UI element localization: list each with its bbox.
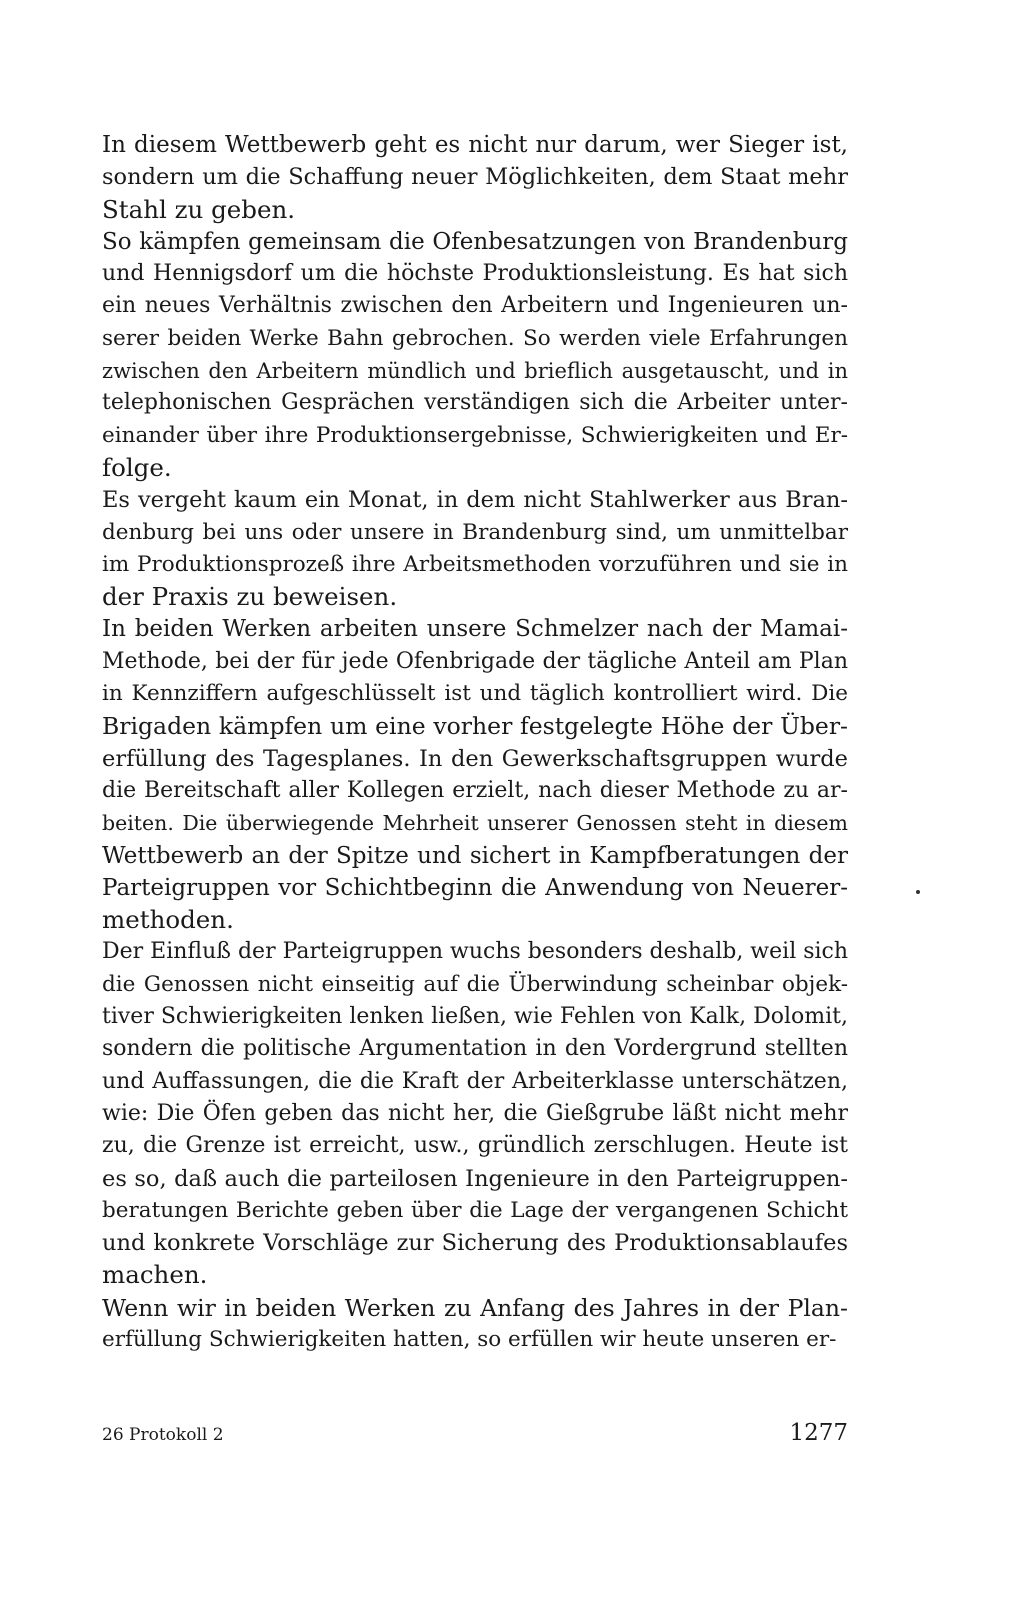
text-line: tiver Schwierigkeiten lenken ließen, wie Fehlen von Kalk, Dolomit, xyxy=(102,1004,849,1030)
text-line: wie: Die Öfen geben das nicht her, die Gießgrube läßt nicht mehr xyxy=(102,1100,848,1126)
text-line: erfüllung des Tagesplanes. In den Gewerkschaftsgruppen wurde xyxy=(102,745,848,772)
text-line: und konkrete Vorschläge zur Sicherung des Produktionsablaufes xyxy=(102,1230,848,1257)
text-line: zwischen den Arbeitern mündlich und brieflich ausgetauscht, und in xyxy=(102,359,848,384)
text-line: Der Einfluß der Parteigruppen wuchs besonders deshalb, weil sich xyxy=(102,939,849,965)
text-line: die Bereitschaft aller Kollegen erzielt, nach dieser Methode zu ar- xyxy=(102,777,848,803)
text-line: Parteigruppen vor Schichtbeginn die Anwendung von Neuerer- xyxy=(102,874,848,901)
text-line: In beiden Werken arbeiten unsere Schmelzer nach der Mamai- xyxy=(102,616,848,643)
text-line: serer beiden Werke Bahn gebrochen. So werden viele Erfahrungen xyxy=(102,325,848,351)
text-line: Brigaden kämpfen um eine vorher festgelegte Höhe der Über- xyxy=(102,712,848,741)
text-line: Wenn wir in beiden Werken zu Anfang des Jahres in der Plan- xyxy=(102,1293,848,1322)
text-line: im Produktionsprozeß ihre Arbeitsmethoden vorzuführen und sie in xyxy=(102,551,848,577)
text-line: einander über ihre Produktionsergebnisse, Schwierigkeiten und Er- xyxy=(102,422,848,448)
text-line: die Genossen nicht einseitig auf die Überwindung scheinbar objek- xyxy=(102,971,848,997)
text-line: erfüllung Schwierigkeiten hatten, so erfüllen wir heute unseren er- xyxy=(102,1326,837,1352)
text-line: methoden. xyxy=(102,905,234,935)
text-line: So kämpfen gemeinsam die Ofenbesatzungen von Brandenburg xyxy=(102,228,848,255)
body-text xyxy=(102,129,848,1356)
text-line: machen. xyxy=(102,1260,208,1290)
text-line: Stahl zu geben. xyxy=(102,194,296,224)
text-line: Es vergeht kaum ein Monat, in dem nicht Stahlwerker aus Bran- xyxy=(102,487,848,514)
text-line: es so, daß auch die parteilosen Ingenieure in den Parteigruppen- xyxy=(102,1165,848,1192)
text-line: in Kennziffern aufgeschlüsselt ist und täglich kontrolliert wird. Die xyxy=(102,681,848,707)
text-line: und Auffassungen, die die Kraft der Arbeiterklasse unterschätzen, xyxy=(102,1068,848,1094)
text-line: denburg bei uns oder unsere in Brandenburg sind, um unmittelbar xyxy=(102,519,848,545)
printer-signature: 26 Protokoll 2 xyxy=(102,1425,224,1445)
text-line: Wettbewerb an der Spitze und sichert in Kampfberatungen der xyxy=(102,842,848,869)
text-line: beiten. Die überwiegende Mehrheit unserer Genossen steht in diesem xyxy=(102,811,848,836)
text-line: beratungen Berichte geben über die Lage der vergangenen Schicht xyxy=(102,1197,848,1223)
text-line: zu, die Grenze ist erreicht, usw., gründlich zerschlugen. Heute ist xyxy=(102,1133,848,1159)
text-line: und Hennigsdorf um die höchste Produktionsleistung. Es hat sich xyxy=(102,261,848,287)
text-line: sondern um die Schaffung neuer Möglichkeiten, dem Staat mehr xyxy=(102,164,848,191)
text-line: In diesem Wettbewerb geht es nicht nur darum, wer Sieger ist, xyxy=(102,132,848,158)
page-number: 1277 xyxy=(789,1420,848,1446)
text-line: telephonischen Gesprächen verständigen sich die Arbeiter unter- xyxy=(102,390,848,416)
text-line: der Praxis zu beweisen. xyxy=(102,582,398,612)
text-line: ein neues Verhältnis zwischen den Arbeitern und Ingenieuren un- xyxy=(102,293,848,319)
text-line: sondern die politische Argumentation in den Vordergrund stellten xyxy=(102,1036,848,1062)
print-speck xyxy=(916,890,920,894)
text-line: Methode, bei der für jede Ofenbrigade der tägliche Anteil am Plan xyxy=(102,648,848,674)
text-line: folge. xyxy=(102,452,172,482)
